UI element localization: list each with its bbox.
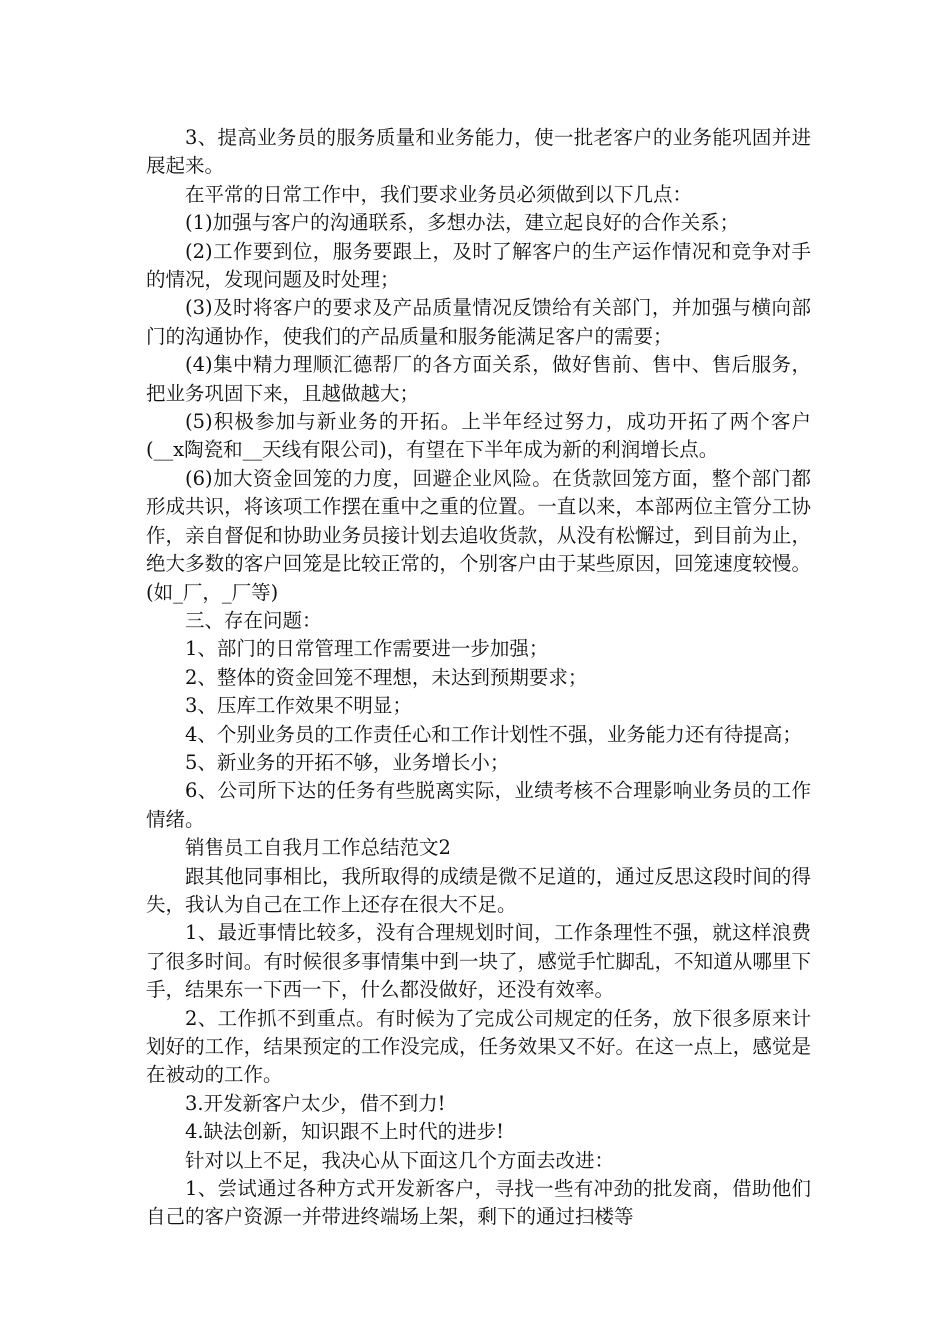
article-title: 销售员工自我月工作总结范文2 bbox=[185, 836, 451, 860]
paragraph: (3)及时将客户的要求及产品质量情况反馈给有关部门，并加强与横向部门的沟通协作，使我们的产品质量和服务能满足客户的需要； bbox=[146, 296, 811, 348]
paragraph: (6)加大资金回笼的力度，回避企业风险。在货款回笼方面，整个部门都形成共识，将该项工作摆在重中之重的位置。一直以来，本部两位主管分工协作，亲自督促和协助业务员接计划去追收货款，从没有松懈过，到目前为止，绝大多数的客户回笼是比较正常的，个别客户由于某些原因，回笼速度较慢。(如_厂，_厂等) bbox=[146, 466, 811, 604]
section-heading: 三、存在问题： bbox=[185, 608, 322, 632]
paragraph: 3、提高业务员的服务质量和业务能力，使一批老客户的业务能巩固并进展起来。 bbox=[146, 126, 811, 178]
list-item: 2、工作抓不到重点。有时候为了完成公司规定的任务，放下很多原来计划好的工作，结果预定的工作没完成，任务效果又不好。在这一点上，感觉是在被动的工作。 bbox=[146, 1006, 811, 1087]
list-item: 4.缺法创新，知识跟不上时代的进步! bbox=[185, 1120, 504, 1144]
document-body bbox=[146, 124, 811, 1232]
paragraph: 跟其他同事相比，我所取得的成绩是微不足道的，通过反思这段时间的得失，我认为自己在工作上还存在很大不足。 bbox=[146, 864, 811, 916]
list-item: 3.开发新客户太少，借不到力! bbox=[185, 1091, 446, 1115]
paragraph: (4)集中精力理顺汇德帮厂的各方面关系，做好售前、售中、售后服务，把业务巩固下来，且越做越大； bbox=[146, 353, 811, 405]
paragraph: 针对以上不足，我决心从下面这几个方面去改进： bbox=[185, 1148, 615, 1172]
paragraph: (1)加强与客户的沟通联系，多想办法，建立起良好的合作关系； bbox=[185, 211, 740, 235]
list-item: 1、尝试通过各种方式开发新客户，寻找一些有冲劲的批发商，借助他们自己的客户资源一并带进终端场上架，剩下的通过扫楼等 bbox=[146, 1177, 811, 1229]
list-item: 3、压库工作效果不明显； bbox=[185, 694, 412, 718]
list-item: 6、公司所下达的任务有些脱离实际，业绩考核不合理影响业务员的工作情绪。 bbox=[146, 779, 811, 831]
paragraph: 在平常的日常工作中，我们要求业务员必须做到以下几点： bbox=[185, 182, 693, 206]
list-item: 1、部门的日常管理工作需要进一步加强； bbox=[185, 637, 549, 661]
paragraph: (5)积极参加与新业务的开拓。上半年经过努力，成功开拓了两个客户(__x陶瓷和__天线有限公司)，有望在下半年成为新的利润增长点。 bbox=[146, 410, 811, 462]
paragraph: (2)工作要到位，服务要跟上，及时了解客户的生产运作情况和竞争对手的情况，发现问题及时处理； bbox=[146, 239, 811, 292]
list-item: 4、个别业务员的工作责任心和工作计划性不强，业务能力还有待提高； bbox=[185, 722, 802, 746]
list-item: 5、新业务的开拓不够，业务增长小； bbox=[185, 750, 510, 774]
list-item: 1、最近事情比较多，没有合理规划时间，工作条理性不强，就这样浪费了很多时间。有时候很多事情集中到一块了，感觉手忙脚乱，不知道从哪里下手，结果东一下西一下，什么都没做好，还没有效率。 bbox=[146, 921, 811, 1002]
list-item: 2、整体的资金回笼不理想，未达到预期要求； bbox=[185, 665, 588, 689]
